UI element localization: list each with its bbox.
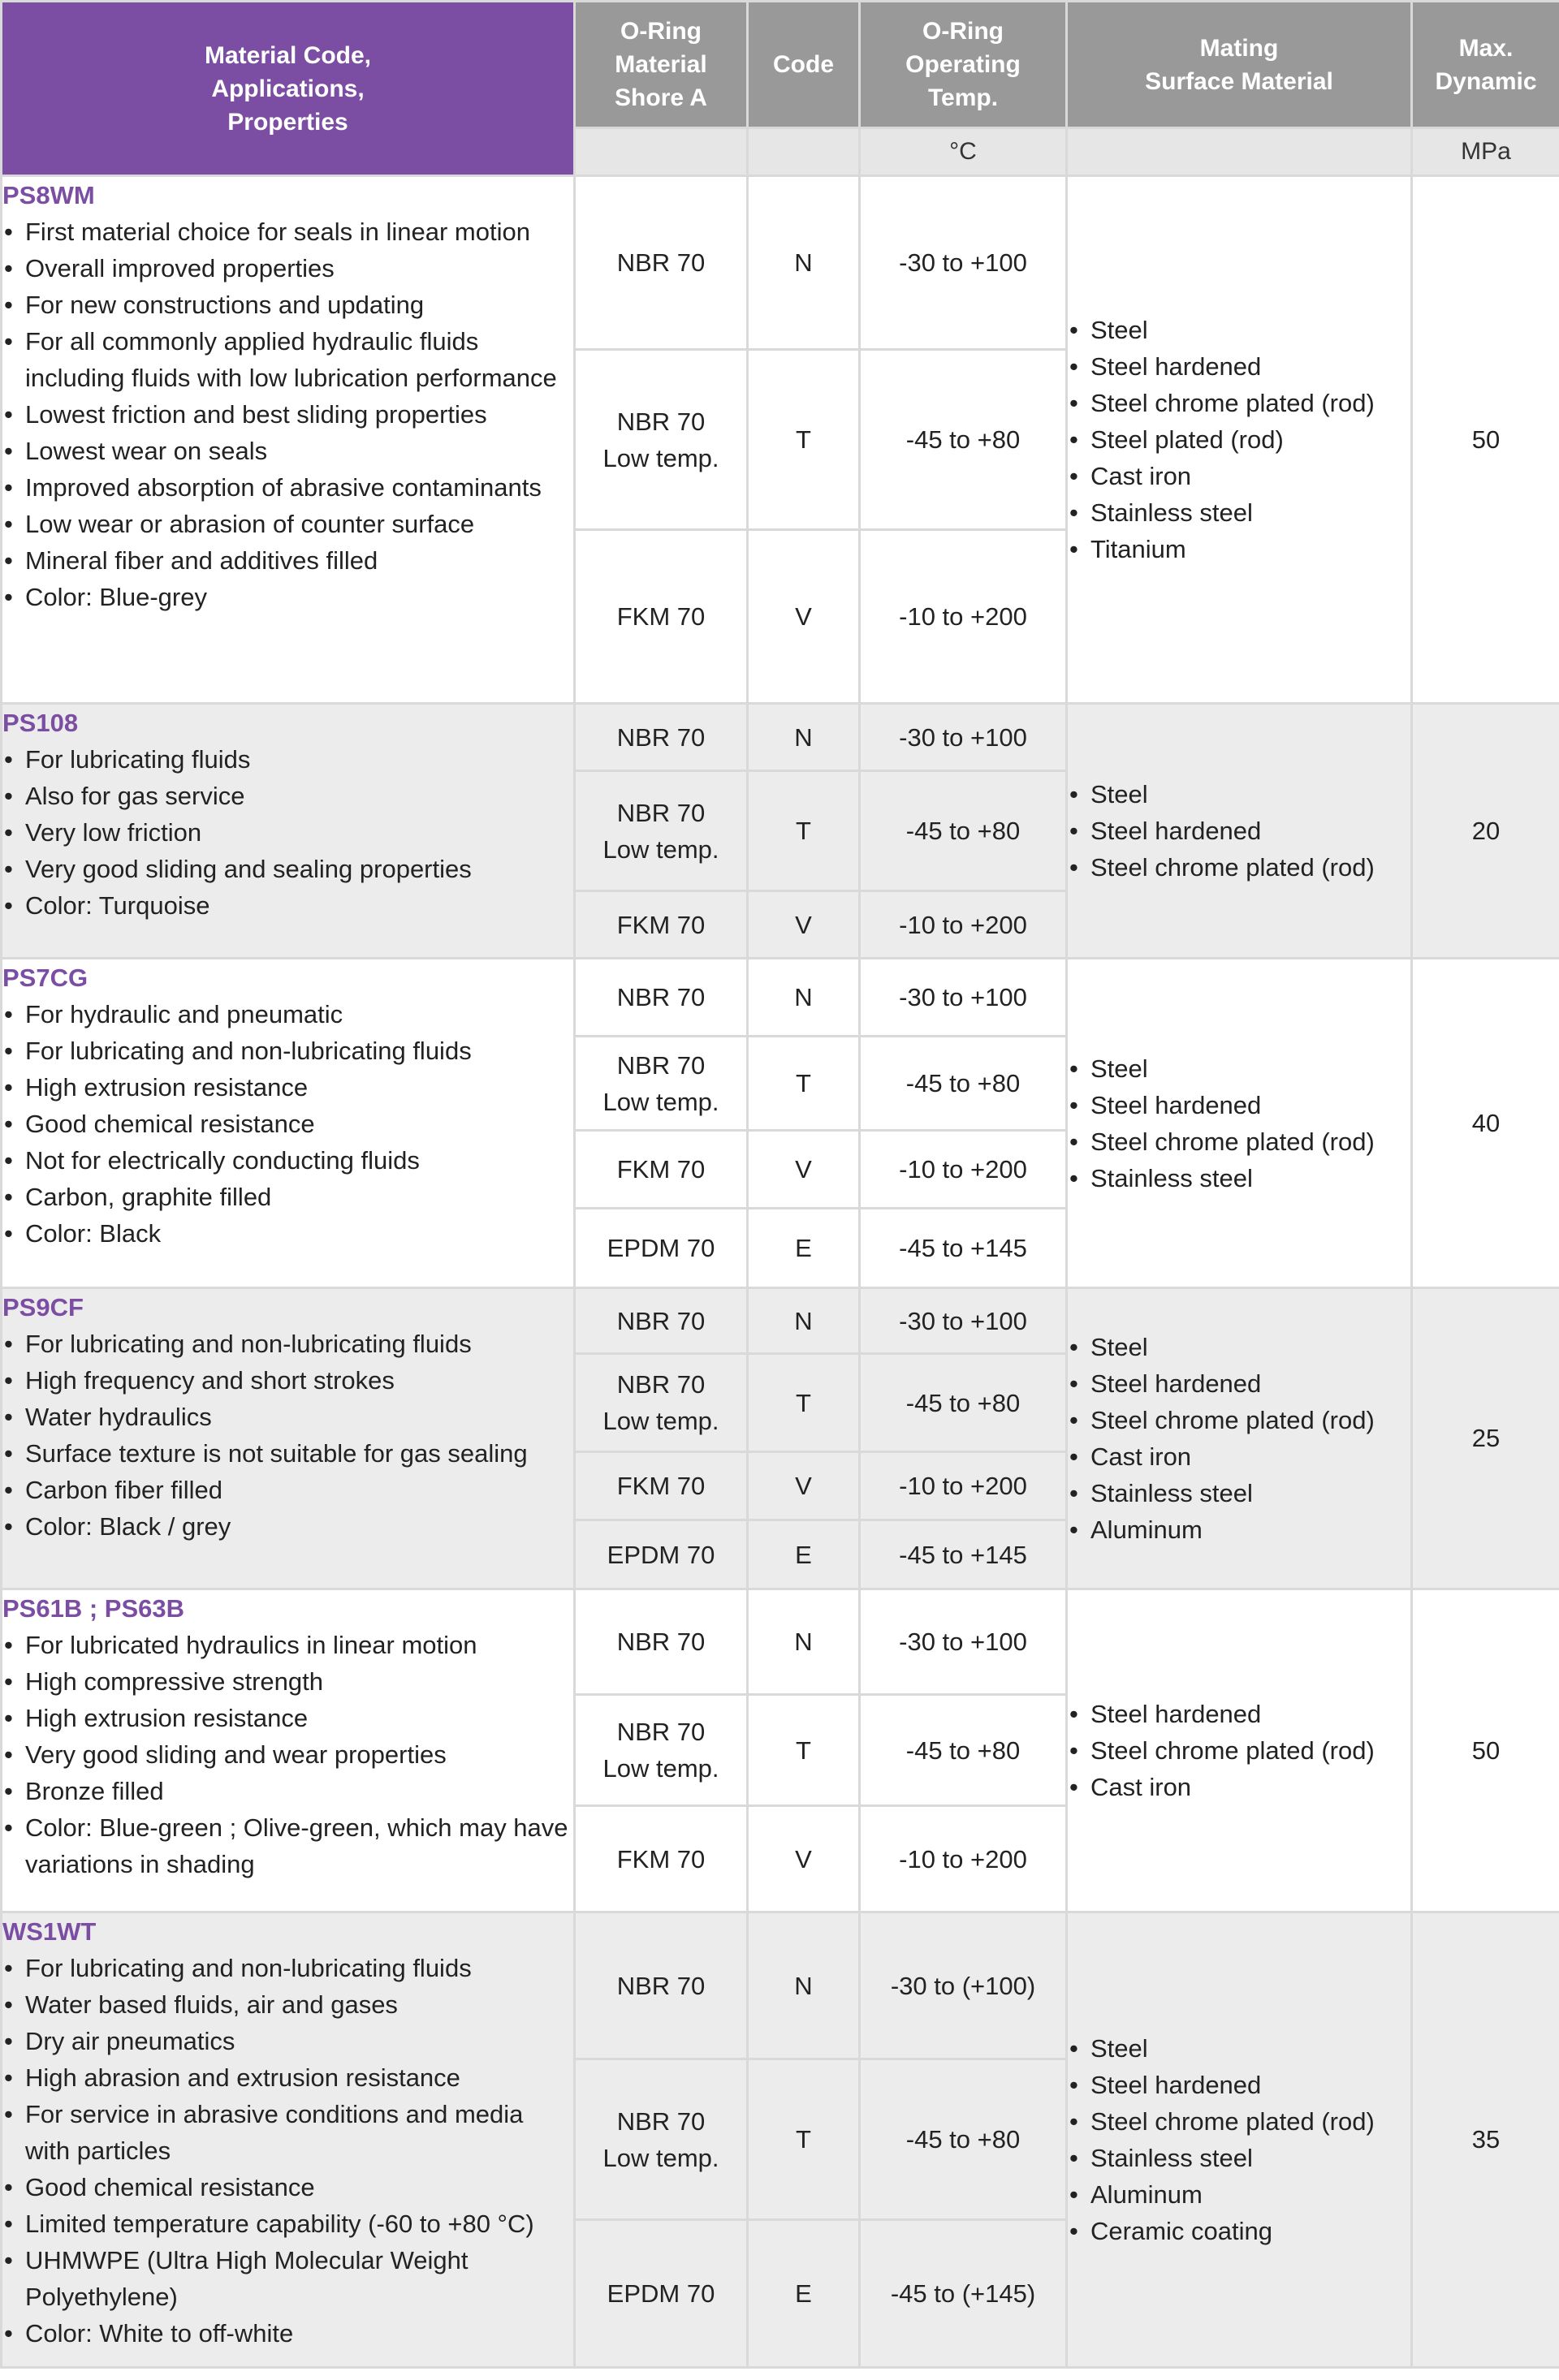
- oring-material-cell: [575, 1452, 748, 1520]
- application-item: • Low wear or abrasion of counter surface: [2, 506, 573, 542]
- mating-surface-list: [1068, 312, 1410, 567]
- application-item: • Color: Black / grey: [2, 1508, 573, 1545]
- application-item: • Mineral fiber and additives filled: [2, 542, 573, 579]
- max-dynamic-pressure: 50: [1412, 176, 1559, 704]
- mating-surface-list: [1068, 776, 1410, 886]
- header-code: Code: [748, 2, 860, 128]
- oring-material-line: EPDM 70: [607, 1234, 715, 1262]
- application-item: • For lubricating and non-lubricating fluids: [2, 1033, 573, 1069]
- application-item: • Color: Turquoise: [2, 887, 573, 924]
- operating-temp-cell: -10 to +200: [860, 530, 1067, 704]
- operating-temp-cell: -30 to +100: [860, 1288, 1067, 1354]
- material-code: WS1WT: [2, 1917, 97, 1946]
- mating-surface-item: • Stainless steel: [1068, 494, 1410, 531]
- application-list: [2, 996, 573, 1252]
- oring-code-cell: T: [748, 771, 860, 891]
- application-item: • Overall improved properties: [2, 250, 573, 287]
- header-line: O-Ring: [620, 18, 702, 45]
- mating-surface-item: • Stainless steel: [1068, 1475, 1410, 1511]
- oring-material-cell: [575, 1695, 748, 1806]
- oring-material-cell: [575, 1589, 748, 1695]
- operating-temp-cell: -45 to +80: [860, 1695, 1067, 1806]
- oring-code-cell: N: [748, 704, 860, 771]
- oring-code-cell: N: [748, 1589, 860, 1695]
- oring-code-cell: V: [748, 530, 860, 704]
- oring-code-cell: N: [748, 959, 860, 1037]
- application-item: • Carbon fiber filled: [2, 1472, 573, 1508]
- mating-surface-list: [1068, 2030, 1410, 2249]
- operating-temp-cell: -10 to +200: [860, 891, 1067, 959]
- header-line: Temp.: [927, 84, 999, 111]
- oring-material-cell: [575, 2059, 748, 2220]
- operating-temp-cell: -30 to +100: [860, 959, 1067, 1037]
- mating-surface-cell: [1067, 959, 1412, 1288]
- oring-code-cell: T: [748, 1354, 860, 1452]
- application-item: • Carbon, graphite filled: [2, 1179, 573, 1215]
- oring-code-cell: N: [748, 176, 860, 350]
- header-line: Material: [615, 51, 707, 78]
- oring-material-line: NBR 70: [616, 722, 706, 752]
- application-item: • Bronze filled: [2, 1773, 573, 1809]
- application-item: • Also for gas service: [2, 778, 573, 814]
- oring-material-cell: [575, 1912, 748, 2059]
- mating-surface-item: • Ceramic coating: [1068, 2213, 1410, 2249]
- application-item: • UHMWPE (Ultra High Molecular Weight Polyethylene): [2, 2242, 573, 2315]
- header-operating-temp: [860, 2, 1067, 128]
- header-line: Operating: [905, 51, 1021, 78]
- oring-code-cell: E: [748, 1520, 860, 1589]
- mating-surface-cell: [1067, 704, 1412, 959]
- mating-surface-item: • Steel: [1068, 1329, 1410, 1365]
- mating-surface-item: • Steel chrome plated (rod): [1068, 1402, 1410, 1438]
- unit-pressure: MPa: [1412, 128, 1559, 176]
- mating-surface-item: • Steel chrome plated (rod): [1068, 849, 1410, 886]
- application-item: • Not for electrically conducting fluids: [2, 1142, 573, 1179]
- material-code: PS9CF: [2, 1293, 84, 1322]
- oring-material-cell: [575, 1037, 748, 1131]
- unit-temp: °C: [860, 128, 1067, 176]
- application-list: [2, 1950, 573, 2352]
- oring-material-line: Low temp.: [602, 443, 719, 472]
- mating-surface-item: • Steel chrome plated (rod): [1068, 385, 1410, 421]
- oring-code-cell: T: [748, 1695, 860, 1806]
- mating-surface-item: • Steel chrome plated (rod): [1068, 1732, 1410, 1769]
- operating-temp-cell: -10 to +200: [860, 1131, 1067, 1209]
- application-item: • Very good sliding and wear properties: [2, 1736, 573, 1773]
- application-item: • Dry air pneumatics: [2, 2023, 573, 2059]
- application-item: • Surface texture is not suitable for gas sealing: [2, 1435, 573, 1472]
- oring-material-cell: [575, 704, 748, 771]
- application-item: • High frequency and short strokes: [2, 1362, 573, 1399]
- application-item: • Lowest wear on seals: [2, 433, 573, 469]
- application-item: • Color: Blue-green ; Olive-green, which may have variations in shading: [2, 1809, 573, 1882]
- oring-material-line: FKM 70: [616, 1844, 706, 1873]
- application-item: • Limited temperature capability (-60 to +80 °C): [2, 2205, 573, 2242]
- application-item: • Water based fluids, air and gases: [2, 1986, 573, 2023]
- application-item: • High extrusion resistance: [2, 1069, 573, 1106]
- header-line: O-Ring: [922, 18, 1004, 45]
- header-mating-surface: [1067, 2, 1412, 128]
- oring-material-cell: [575, 1209, 748, 1288]
- mating-surface-item: • Steel hardened: [1068, 348, 1410, 385]
- application-item: • For lubricating fluids: [2, 741, 573, 778]
- max-dynamic-pressure: 20: [1412, 704, 1559, 959]
- oring-material-line: FKM 70: [616, 910, 706, 939]
- operating-temp-cell: -45 to +145: [860, 1520, 1067, 1589]
- max-dynamic-pressure: 40: [1412, 959, 1559, 1288]
- operating-temp-cell: -30 to +100: [860, 176, 1067, 350]
- oring-code-cell: T: [748, 2059, 860, 2220]
- max-dynamic-pressure: 35: [1412, 1912, 1559, 2368]
- oring-material-line: NBR 70: [616, 983, 706, 1011]
- header-max-dynamic: [1412, 2, 1559, 128]
- oring-material-line: NBR 70: [616, 1628, 706, 1656]
- unit-cell-empty: [748, 128, 860, 176]
- operating-temp-cell: -30 to (+100): [860, 1912, 1067, 2059]
- mating-surface-item: • Stainless steel: [1068, 1160, 1410, 1196]
- header-line: Properties: [227, 108, 348, 136]
- mating-surface-item: • Steel: [1068, 2030, 1410, 2067]
- operating-temp-cell: -10 to +200: [860, 1806, 1067, 1912]
- mating-surface-item: • Steel hardened: [1068, 813, 1410, 849]
- oring-material-line: FKM 70: [616, 1472, 706, 1500]
- mating-surface-item: • Steel chrome plated (rod): [1068, 2103, 1410, 2140]
- material-code: PS108: [2, 709, 79, 737]
- oring-material-line: NBR 70: [616, 1050, 706, 1080]
- mating-surface-item: • Steel hardened: [1068, 1365, 1410, 1402]
- mating-surface-item: • Steel hardened: [1068, 1087, 1410, 1123]
- oring-code-cell: E: [748, 2220, 860, 2368]
- mating-surface-cell: [1067, 1288, 1412, 1589]
- mating-surface-item: • Steel hardened: [1068, 1696, 1410, 1732]
- mating-surface-item: • Steel hardened: [1068, 2067, 1410, 2103]
- table-row: [2, 176, 1559, 350]
- unit-cell-empty: [1067, 128, 1412, 176]
- mating-surface-list: [1068, 1696, 1410, 1805]
- mating-surface-item: • Aluminum: [1068, 1511, 1410, 1548]
- mating-surface-cell: [1067, 1589, 1412, 1912]
- application-list: [2, 1627, 573, 1882]
- operating-temp-cell: -45 to +80: [860, 2059, 1067, 2220]
- oring-code-cell: E: [748, 1209, 860, 1288]
- application-item: • Good chemical resistance: [2, 2169, 573, 2205]
- oring-material-cell: [575, 530, 748, 704]
- material-code: PS8WM: [2, 181, 95, 209]
- operating-temp-cell: -45 to +145: [860, 1209, 1067, 1288]
- operating-temp-cell: -45 to +80: [860, 771, 1067, 891]
- oring-code-cell: V: [748, 1452, 860, 1520]
- header-line: Shore A: [615, 84, 707, 111]
- oring-code-cell: T: [748, 350, 860, 530]
- table-row: [2, 1288, 1559, 1354]
- header-line: Surface Material: [1145, 67, 1333, 95]
- mating-surface-list: [1068, 1329, 1410, 1548]
- mating-surface-item: • Titanium: [1068, 531, 1410, 567]
- oring-material-line: Low temp.: [602, 2143, 719, 2172]
- application-item: • Improved absorption of abrasive contaminants: [2, 469, 573, 506]
- application-item: • Very low friction: [2, 814, 573, 851]
- operating-temp-cell: -45 to +80: [860, 1354, 1067, 1452]
- oring-material-cell: [575, 350, 748, 530]
- oring-material-cell: [575, 771, 748, 891]
- mating-surface-item: • Steel chrome plated (rod): [1068, 1123, 1410, 1160]
- unit-cell-empty: [575, 128, 748, 176]
- mating-surface-item: • Stainless steel: [1068, 2140, 1410, 2176]
- material-description: [2, 1912, 575, 2368]
- application-item: • For new constructions and updating: [2, 287, 573, 323]
- oring-material-cell: [575, 959, 748, 1037]
- header-line: Material Code,: [204, 41, 372, 69]
- mating-surface-item: • Cast iron: [1068, 1438, 1410, 1475]
- oring-material-cell: [575, 1354, 748, 1452]
- operating-temp-cell: -10 to +200: [860, 1452, 1067, 1520]
- application-item: • Good chemical resistance: [2, 1106, 573, 1142]
- header-line: Applications,: [211, 75, 365, 102]
- oring-material-cell: [575, 1288, 748, 1354]
- mating-surface-item: • Steel: [1068, 1050, 1410, 1087]
- oring-material-line: NBR 70: [616, 407, 706, 436]
- oring-code-cell: N: [748, 1288, 860, 1354]
- mating-surface-item: • Cast iron: [1068, 458, 1410, 494]
- material-description: [2, 704, 575, 959]
- material-code: PS61B ; PS63B: [2, 1594, 184, 1623]
- application-item: • Very good sliding and sealing properties: [2, 851, 573, 887]
- material-description: [2, 1589, 575, 1912]
- oring-material-line: Low temp.: [602, 1407, 719, 1435]
- operating-temp-cell: -30 to +100: [860, 704, 1067, 771]
- oring-code-cell: T: [748, 1037, 860, 1131]
- table-row: [2, 1589, 1559, 1695]
- application-item: • First material choice for seals in linear motion: [2, 213, 573, 250]
- oring-material-line: FKM 70: [616, 602, 706, 631]
- oring-code-cell: V: [748, 1806, 860, 1912]
- material-description: [2, 959, 575, 1288]
- oring-code-cell: N: [748, 1912, 860, 2059]
- oring-material-line: NBR 70: [616, 248, 706, 277]
- application-item: • High extrusion resistance: [2, 1700, 573, 1736]
- oring-material-line: NBR 70: [616, 1370, 706, 1399]
- header-line: Dynamic: [1435, 67, 1537, 95]
- oring-material-line: NBR 70: [616, 1718, 706, 1746]
- application-item: • High compressive strength: [2, 1663, 573, 1700]
- oring-material-cell: [575, 1131, 748, 1209]
- oring-material-cell: [575, 891, 748, 959]
- operating-temp-cell: -45 to +80: [860, 1037, 1067, 1131]
- header-material-code: [2, 2, 575, 176]
- oring-material-line: EPDM 70: [607, 2279, 715, 2308]
- application-item: • For lubricating and non-lubricating fluids: [2, 1950, 573, 1986]
- application-item: • For lubricated hydraulics in linear motion: [2, 1627, 573, 1663]
- mating-surface-cell: [1067, 176, 1412, 704]
- table-row: [2, 704, 1559, 771]
- mating-surface-item: • Aluminum: [1068, 2176, 1410, 2213]
- oring-code-cell: V: [748, 891, 860, 959]
- application-item: • For hydraulic and pneumatic: [2, 996, 573, 1033]
- operating-temp-cell: -30 to +100: [860, 1589, 1067, 1695]
- mating-surface-item: • Steel: [1068, 776, 1410, 813]
- application-item: • Lowest friction and best sliding properties: [2, 396, 573, 433]
- application-item: • Color: Blue-grey: [2, 579, 573, 615]
- application-item: • Color: White to off-white: [2, 2315, 573, 2352]
- oring-material-cell: [575, 176, 748, 350]
- mating-surface-item: • Steel: [1068, 312, 1410, 348]
- oring-material-line: FKM 70: [616, 1155, 706, 1184]
- oring-material-line: NBR 70: [616, 1306, 706, 1335]
- header-line: Max.: [1458, 34, 1514, 62]
- table-row: [2, 1912, 1559, 2059]
- application-item: • For lubricating and non-lubricating fluids: [2, 1326, 573, 1362]
- oring-material-line: NBR 70: [616, 1971, 706, 2000]
- oring-material-line: NBR 70: [616, 2106, 706, 2136]
- application-item: • Water hydraulics: [2, 1399, 573, 1435]
- mating-surface-cell: [1067, 1912, 1412, 2368]
- material-code: PS7CG: [2, 964, 89, 992]
- max-dynamic-pressure: 50: [1412, 1589, 1559, 1912]
- oring-material-line: Low temp.: [602, 834, 719, 864]
- material-description: [2, 176, 575, 704]
- oring-material-line: NBR 70: [616, 798, 706, 827]
- application-list: [2, 213, 573, 615]
- mating-surface-item: • Cast iron: [1068, 1769, 1410, 1805]
- application-item: • For all commonly applied hydraulic fluids including fluids with low lubrication performance: [2, 323, 573, 396]
- application-item: • Color: Black: [2, 1215, 573, 1252]
- max-dynamic-pressure: 25: [1412, 1288, 1559, 1589]
- application-item: • High abrasion and extrusion resistance: [2, 2059, 573, 2096]
- header-oring-material: [575, 2, 748, 128]
- oring-material-cell: [575, 2220, 748, 2368]
- application-list: [2, 1326, 573, 1545]
- mating-surface-item: • Steel plated (rod): [1068, 421, 1410, 458]
- operating-temp-cell: -45 to +80: [860, 350, 1067, 530]
- header-line: Mating: [1199, 34, 1279, 62]
- application-item: • For service in abrasive conditions and media with particles: [2, 2096, 573, 2169]
- mating-surface-list: [1068, 1050, 1410, 1196]
- oring-material-line: EPDM 70: [607, 1540, 715, 1569]
- operating-temp-cell: -45 to (+145): [860, 2220, 1067, 2368]
- oring-material-line: Low temp.: [602, 1087, 719, 1116]
- oring-material-cell: [575, 1806, 748, 1912]
- oring-code-cell: V: [748, 1131, 860, 1209]
- oring-material-line: Low temp.: [602, 1754, 719, 1783]
- application-list: [2, 741, 573, 924]
- table-row: [2, 959, 1559, 1037]
- oring-material-cell: [575, 1520, 748, 1589]
- material-description: [2, 1288, 575, 1589]
